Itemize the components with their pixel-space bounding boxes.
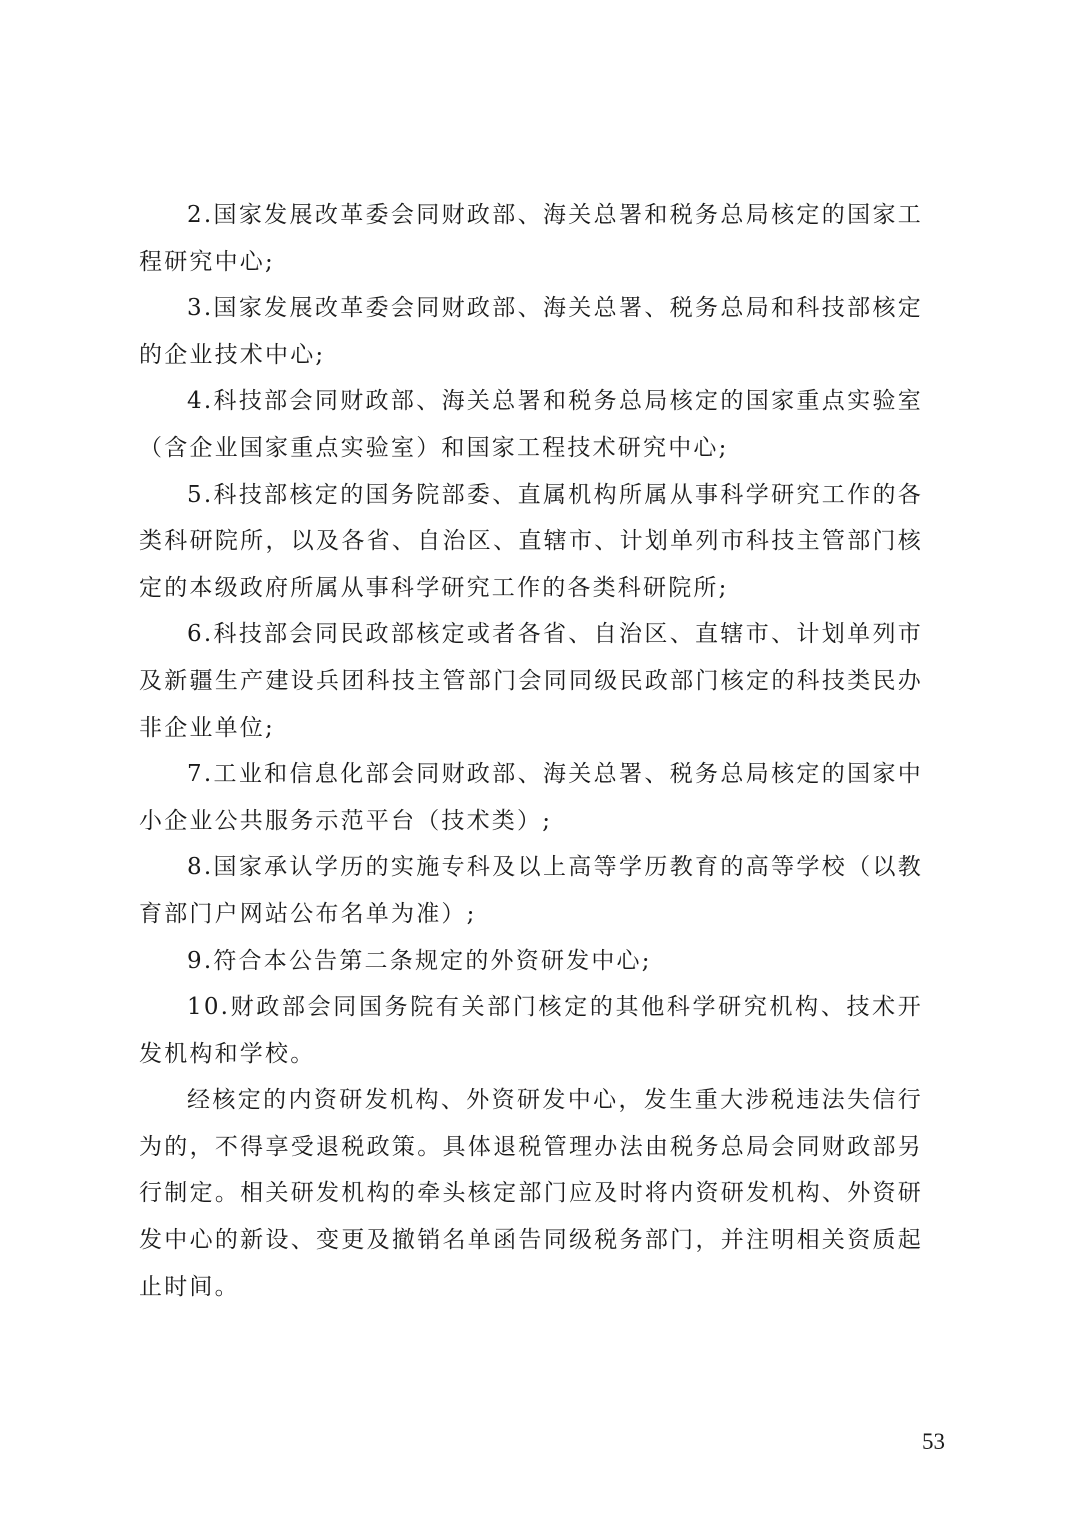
paragraph-item-2: 2.国家发展改革委会同财政部、海关总署和税务总局核定的国家工程研究中心; <box>139 202 923 275</box>
body-text <box>139 192 923 1310</box>
page-number: 53 <box>922 1429 945 1454</box>
paragraph-item-9: 9.符合本公告第二条规定的外资研发中心; <box>187 947 652 974</box>
paragraph-item-8: 8.国家承认学历的实施专科及以上高等学历教育的高等学校（以教育部门户网站公布名单为准）; <box>139 854 923 927</box>
paragraph-item-7: 7.工业和信息化部会同财政部、海关总署、税务总局核定的国家中小企业公共服务示范平台（技术类）; <box>139 761 923 834</box>
paragraph-item-4: 4.科技部会同财政部、海关总署和税务总局核定的国家重点实验室（含企业国家重点实验室）和国家工程技术研究中心; <box>139 388 923 461</box>
paragraph-item-6: 6.科技部会同民政部核定或者各省、自治区、直辖市、计划单列市及新疆生产建设兵团科技主管部门会同同级民政部门核定的科技类民办非企业单位; <box>139 621 923 741</box>
paragraph-item-3: 3.国家发展改革委会同财政部、海关总署、税务总局和科技部核定的企业技术中心; <box>139 295 923 368</box>
paragraph-closing-note: 经核定的内资研发机构、外资研发中心，发生重大涉税违法失信行为的，不得享受退税政策。具体退税管理办法由税务总局会同财政部另行制定。相关研发机构的牵头核定部门应及时将内资研发机构、外资研发中心的新设、变更及撤销名单函告同级税务部门，并注明相关资质起止时间。 <box>139 1087 923 1300</box>
paragraph-item-5: 5.科技部核定的国务院部委、直属机构所属从事科学研究工作的各类科研院所，以及各省、自治区、直辖市、计划单列市科技主管部门核定的本级政府所属从事科学研究工作的各类科研院所; <box>139 481 923 601</box>
paragraph-item-10: 10.财政部会同国务院有关部门核定的其他科学研究机构、技术开发机构和学校。 <box>139 994 923 1067</box>
